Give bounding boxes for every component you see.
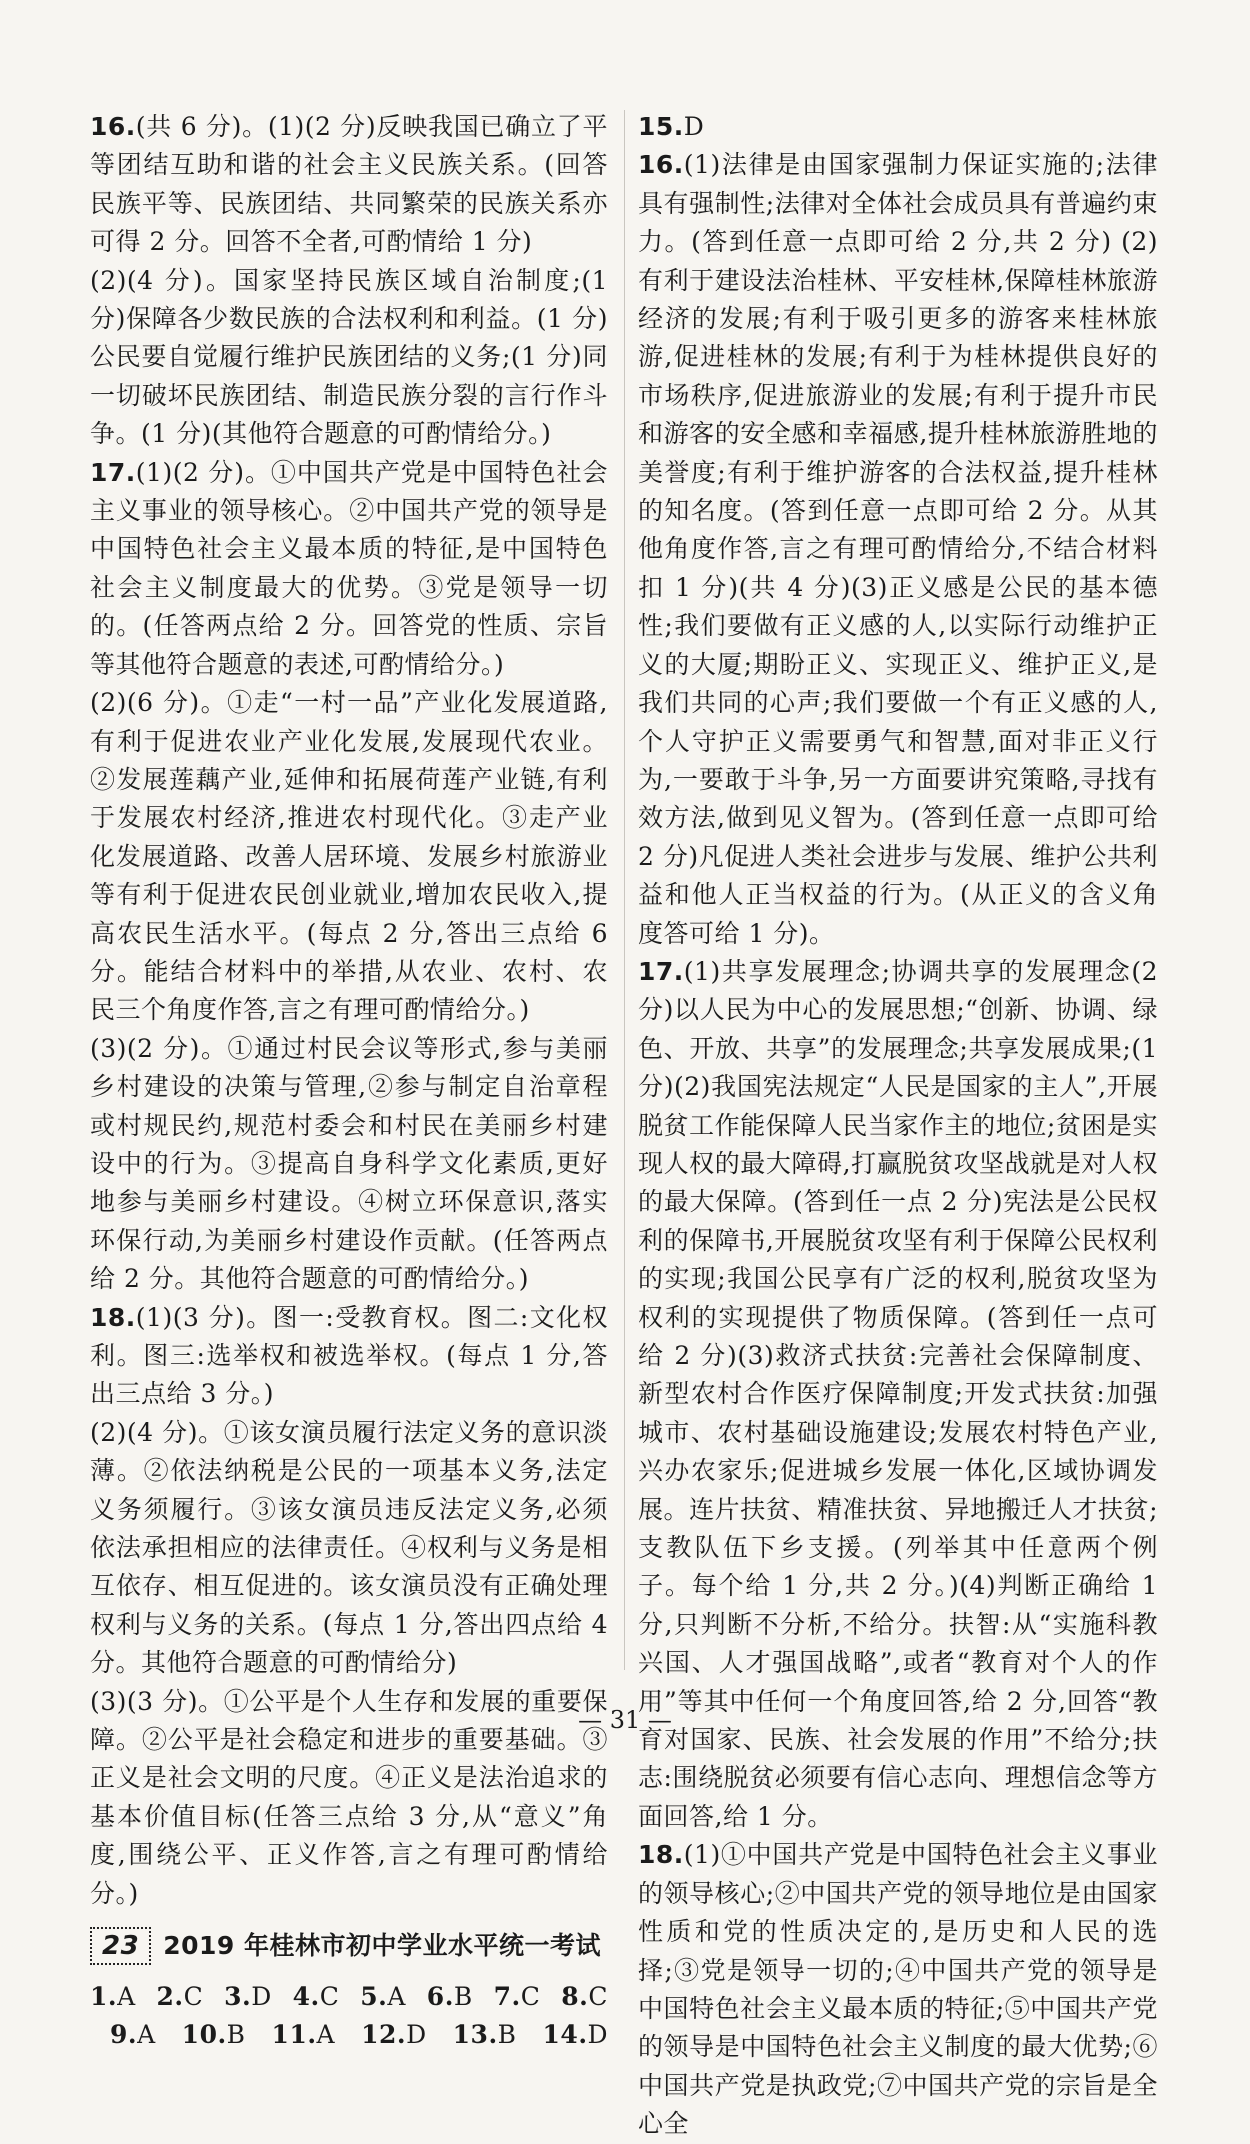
answer-text: (1)共享发展理念;协调共享的发展理念(2 分)以人民为中心的发展思想;“创新、协调、绿色、开放、共享”的发展理念;共享发展成果;(1 分)(2)我国宪法规定“人民是国家的主人”,开展脱贫工作能保障人民当家作主的地位;贫困是实现人权的最大障碍,打赢脱贫攻坚战就是对人权的最大保障。(答到任一点 2 分)宪法是公民权利的保障书,开展脱贫攻坚有利于保障公民权利的实现;我国公民享有广泛的权利,脱贫攻坚为权利的实现提供了物质保障。(答到任一点可给 2 分)(3)救济式扶贫:完善社会保障制度、新型农村合作医疗保障制度;开发式扶贫:加强城市、农村基础设施建设;发展农村特色产业,兴办农家乐;促进城乡发展一体化,区域协调发展。连片扶贫、精准扶贫、异地搬迁人才扶贫;支教队伍下乡支援。(列举其中任意两个例子。每个给 1 分,共 2 分。)(4)判断正确给 1 分,只判断不分析,不给分。扶智:从“实施科教兴国、人才强国战略”,或者“教育对个人的作用”等其中任何一个角度回答,给 2 分,回答“教育对国家、民族、社会发展的作用”不给分;扶志:围绕脱贫必须要有信心志向、理想信念等方面回答,给 1 分。 [638,956,1158,1831]
answer-item: 12.D [361,2019,427,2049]
answers-row-1 [90,1978,608,2016]
answer-item: 1.A [90,1981,136,2011]
right-column [638,108,1158,2144]
question-number: 17. [638,956,684,986]
q18-answer-part1 [90,1299,608,1414]
question-number: 18. [90,1302,136,1332]
question-number: 16. [90,112,136,141]
multiple-choice-answers [90,1978,608,2054]
section-number-badge: 23 [90,1927,151,1965]
answers-row-2 [90,2016,608,2054]
question-number: 16. [638,150,684,180]
q17-answer-part1 [90,454,608,684]
q16-answer [638,146,1158,953]
question-number: 18. [638,1840,684,1870]
question-number: 15. [638,112,684,141]
answer-text: (1)法律是由国家强制力保证实施的;法律具有强制性;法律对全体社会成员具有普遍约束力。(答到任意一点即可给 2 分,共 2 分) (2)有利于建设法治桂林、平安桂林,保障桂林旅游经济的发展;有利于吸引更多的游客来桂林旅游,促进桂林的发展;有利于为桂林提供良好的市场秩序,促进旅游业的发展;有利于提升市民和游客的安全感和幸福感,提升桂林旅游胜地的美誉度;有利于维护游客的合法权益,提升桂林的知名度。(答到任意一点即可给 2 分。从其他角度作答,言之有理可酌情给分,不结合材料扣 1 分)(共 4 分)(3)正义感是公民的基本德性;我们要做有正义感的人,以实际行动维护正义的大厦;期盼正义、实现正义、维护正义,是我们共同的心声;我们要做一个有正义感的人,个人守护正义需要勇气和智慧,面对非正义行为,一要敢于斗争,另一方面要讲究策略,寻找有效方法,做到见义智为。(答到任意一点即可给 2 分)凡促进人类社会进步与发展、维护公共利益和他人正当权益的行为。(从正义的含义角度答可给 1 分)。 [638,150,1158,948]
answer-item: 3.D [224,1981,272,2011]
answer-text: (1)①中国共产党是中国特色社会主义事业的领导核心;②中国共产党的领导地位是由国家性质和党的性质决定的,是历史和人民的选择;③党是领导一切的;④中国共产党的领导是中国特色社会主义最本质的特征;⑤中国共产党的领导是中国特色社会主义制度的最大优势;⑥中国共产党是执政党;⑦中国共产党的宗旨是全心全 [638,1840,1158,2139]
q18-answer-part3: (3)(3 分)。①公平是个人生存和发展的重要保障。②公平是社会稳定和进步的重要基础。③正义是社会文明的尺度。④正义是法治追求的基本价值目标(任答三点给 3 分,从“意义”角度,围绕公平、正义作答,言之有理可酌情给分。) [90,1686,608,1908]
answer-item: 14.D [542,2019,609,2049]
answer-item: 13.B [452,2019,517,2049]
answer-item: 5.A [360,1981,406,2011]
column-divider [624,110,625,1670]
answer-item: 10.B [181,2019,246,2049]
left-column [90,108,608,2054]
q17-answer-part3: (3)(2 分)。①通过村民会议等形式,参与美丽乡村建设的决策与管理,②参与制定自治章程或村规民约,规范村委会和村民在美丽乡村建设中的行为。③提高自身科学文化素质,更好地参与美丽乡村建设。④树立环保意识,落实环保行动,为美丽乡村建设作贡献。(任答两点给 2 分。其他符合题意的可酌情给分。) [90,1033,608,1294]
q16-answer-part2: (2)(4 分)。国家坚持民族区域自治制度;(1 分)保障各少数民族的合法权利和利益。(1 分)公民要自觉履行维护民族团结的义务;(1 分)同一切破坏民族团结、制造民族分裂的言行作斗争。(1 分)(其他符合题意的可酌情给分。) [90,265,608,449]
answer-item: 6.B [426,1981,473,2011]
answer-text: (共 6 分)。(1)(2 分)反映我国已确立了平等团结互助和谐的社会主义民族关系。(回答民族平等、民族团结、共同繁荣的民族关系亦可得 2 分。回答不全者,可酌情给 1 分) [90,112,608,257]
answer-item: 2.C [156,1981,204,2011]
section-title: 2019 年桂林市初中学业水平统一考试 [163,1931,601,1961]
q15-answer [638,108,1158,146]
q18-answer-part2: (2)(4 分)。①该女演员履行法定义务的意识淡薄。②依法纳税是公民的一项基本义务,法定义务须履行。③该女演员违反法定义务,必须依法承担相应的法律责任。④权利与义务是相互依存、相互促进的。该女演员没有正确处理权利与义务的关系。(每点 1 分,答出四点给 4 分。其他符合题意的可酌情给分) [90,1417,608,1678]
q16-answer-part1 [90,108,608,262]
answer-text: D [683,112,705,141]
answer-item: 4.C [292,1981,340,2011]
page-number: — 31 — [578,1706,672,1734]
answer-item: 8.C [561,1981,608,2011]
q17-answer-part2: (2)(6 分)。①走“一村一品”产业化发展道路,有利于促进农业产业化发展,发展现代农业。②发展莲藕产业,延伸和拓展荷莲产业链,有利于发展农村经济,推进农村现代化。③走产业化发展道路、改善人居环境、发展乡村旅游业等有利于促进农民创业就业,增加农民收入,提高农民生活水平。(每点 2 分,答出三点给 6 分。能结合材料中的举措,从农业、农村、农民三个角度作答,言之有理可酌情给分。) [90,688,608,1025]
exam-section-header [90,1927,608,1965]
answer-text: (1)(2 分)。①中国共产党是中国特色社会主义事业的领导核心。②中国共产党的领导是中国特色社会主义最本质的特征,是中国特色社会主义制度最大的优势。③党是领导一切的。(任答两点给 2 分。回答党的性质、宗旨等其他符合题意的表述,可酌情给分。) [90,457,608,679]
q18-answer [638,1836,1158,2143]
answer-item: 11.A [271,2019,336,2049]
question-number: 17. [90,457,136,487]
answer-text: (1)(3 分)。图一:受教育权。图二:文化权利。图三:选举权和被选举权。(每点 1 分,答出三点给 3 分。) [90,1302,608,1409]
answer-item: 7.C [493,1981,541,2011]
answer-item: 9.A [110,2019,156,2049]
q17-answer [638,953,1158,1836]
